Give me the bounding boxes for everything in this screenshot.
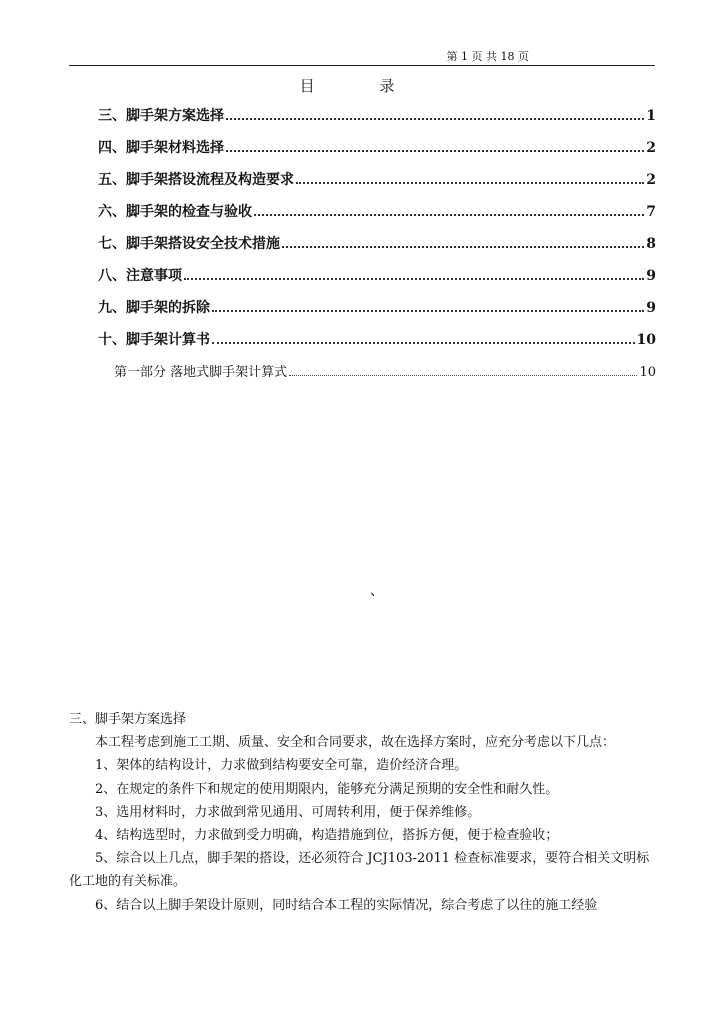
toc-entry[interactable]	[98, 297, 656, 329]
paragraph: 3、选用材料时，力求做到常见通用、可周转利用，便于保养维修。	[95, 804, 481, 820]
paragraph: 5、综合以上几点，脚手架的搭设，还必须符合 JCJ103-2011 检查标准要求，要符合相关文明标化工地的有关标准。	[69, 851, 650, 890]
toc-entry-label: 六、脚手架的检查与验收	[98, 204, 252, 220]
toc-entry[interactable]	[98, 169, 656, 201]
toc-entry-label: 十、脚手架计算书	[98, 332, 210, 348]
toc-entry-page: 10	[639, 365, 656, 380]
toc-leader	[212, 310, 644, 312]
paragraph: 本工程考虑到施工工期、质量、安全和合同要求，故在选择方案时，应充分考虑以下几点：	[95, 735, 616, 751]
toc-entry-page: 2	[646, 172, 656, 188]
toc-leader	[282, 246, 644, 248]
toc-title: 目 录	[299, 77, 425, 95]
toc-entry[interactable]	[98, 265, 656, 297]
toc-entry-page: 7	[646, 204, 656, 220]
toc-entry[interactable]	[98, 329, 656, 361]
toc-leader	[212, 342, 635, 344]
paragraph: 6、结合以上脚手架设计原则，同时结合本工程的实际情况，综合考虑了以往的施工经验	[95, 897, 598, 913]
header-rule	[69, 65, 655, 66]
toc-entry-label: 三、脚手架方案选择	[98, 108, 224, 124]
toc-entry[interactable]	[98, 233, 656, 265]
paragraph: 2、在规定的条件下和规定的使用期限内，能够充分满足预期的安全性和耐久性。	[95, 781, 559, 797]
toc-leader	[254, 214, 644, 216]
paragraph: 4、结构选型时，力求做到受力明确，构造措施到位，搭拆方便，便于检查验收；	[95, 828, 559, 844]
table-of-contents	[98, 105, 656, 393]
toc-entry-page: 2	[646, 140, 656, 156]
toc-leader	[289, 375, 637, 376]
toc-entry-page: 1	[646, 108, 656, 124]
toc-entry[interactable]	[98, 137, 656, 169]
toc-entry-label: 八、注意事项	[98, 268, 182, 284]
toc-entry-page: 9	[646, 268, 656, 284]
toc-entry-label: 五、脚手架搭设流程及构造要求	[98, 172, 294, 188]
toc-entry-label: 第一部分 落地式脚手架计算式	[114, 365, 288, 380]
toc-sub-entry[interactable]	[98, 361, 656, 393]
toc-leader	[296, 182, 644, 184]
toc-leader	[184, 278, 644, 280]
page-header	[69, 48, 655, 64]
toc-entry-page: 9	[646, 300, 656, 316]
page-number-label: 第 1 页 共 18 页	[446, 50, 529, 63]
toc-entry[interactable]	[98, 105, 656, 137]
toc-entry-label: 九、脚手架的拆除	[98, 300, 210, 316]
toc-entry[interactable]	[98, 201, 656, 233]
section-heading: 三、脚手架方案选择	[69, 712, 187, 727]
toc-entry-page: 10	[636, 332, 656, 348]
toc-entry-label: 四、脚手架材料选择	[98, 140, 224, 156]
toc-entry-page: 8	[646, 236, 656, 252]
paragraph: 1、架体的结构设计，力求做到结构要安全可靠，造价经济合理。	[95, 758, 468, 774]
section-body	[69, 708, 655, 917]
toc-leader	[226, 150, 644, 152]
toc-entry-label: 七、脚手架搭设安全技术措施	[98, 236, 280, 252]
toc-leader	[226, 118, 644, 120]
stray-mark: 、	[370, 583, 384, 599]
